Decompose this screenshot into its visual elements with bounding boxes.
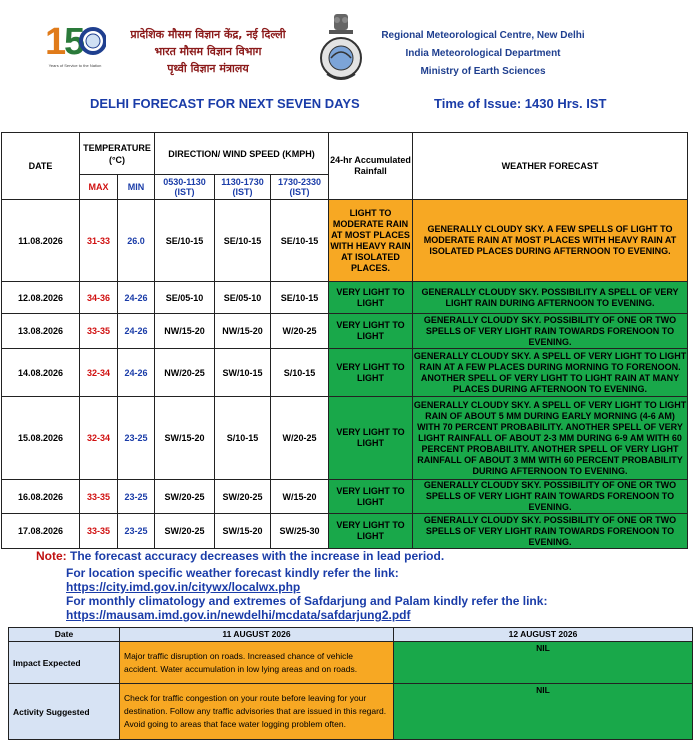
row-min: 23-25 — [118, 514, 155, 549]
row-wind-3: SE/10-15 — [271, 282, 329, 314]
row-wind-2: SE/05-10 — [215, 282, 271, 314]
row-wind-3: S/10-15 — [271, 349, 329, 397]
row-rainfall: LIGHT TO MODERATE RAIN AT MOST PLACES WITH HEAVY RAIN AT ISOLATED PLACES. — [329, 200, 413, 282]
impact-expected-label: Impact Expected — [9, 642, 120, 684]
row-rainfall: VERY LIGHT TO LIGHT — [329, 514, 413, 549]
row-rainfall: VERY LIGHT TO LIGHT — [329, 480, 413, 514]
table-row — [2, 397, 688, 480]
header-rainfall: 24-hr Accumulated Rainfall — [329, 133, 413, 200]
svg-text:1: 1 — [45, 21, 67, 63]
row-date: 15.08.2026 — [2, 397, 80, 480]
table-row — [2, 349, 688, 397]
row-max: 31-33 — [80, 200, 118, 282]
row-date: 17.08.2026 — [2, 514, 80, 549]
hindi-line-3: पृथ्वी विज्ञान मंत्रालय — [167, 62, 249, 75]
impact-header-day2: 12 AUGUST 2026 — [394, 628, 693, 642]
table-row — [2, 480, 688, 514]
local-forecast-text: For location specific weather forecast kindly refer the link: — [66, 566, 399, 580]
row-rainfall: VERY LIGHT TO LIGHT — [329, 314, 413, 349]
header-min: MIN — [118, 175, 155, 200]
row-min: 23-25 — [118, 480, 155, 514]
table-row — [2, 514, 688, 549]
climatology-text: For monthly climatology and extremes of Safdarjung and Palam kindly refer the link: — [66, 594, 548, 608]
row-wind-2: NW/15-20 — [215, 314, 271, 349]
row-date: 12.08.2026 — [2, 282, 80, 314]
imd-150-years-logo — [44, 14, 106, 72]
local-forecast-link[interactable]: https://city.imd.gov.in/citywx/localwx.php — [66, 580, 301, 594]
hindi-org-name — [118, 26, 298, 77]
impact-header-date: Date — [9, 628, 120, 642]
row-min: 24-26 — [118, 349, 155, 397]
row-wind-2: SW/20-25 — [215, 480, 271, 514]
header-slot-2: 1130-1730 (IST) — [215, 175, 271, 200]
row-wind-3: SE/10-15 — [271, 200, 329, 282]
row-rainfall: VERY LIGHT TO LIGHT — [329, 397, 413, 480]
table-row — [2, 200, 688, 282]
header-slot-1: 0530-1130 (IST) — [155, 175, 215, 200]
activity-suggested-day1: Check for traffic congestion on your route before leaving for your destination. Follow any traffic advisories that are issued in this regard. Avoid going to areas that face water logging problem often. — [120, 684, 394, 740]
row-min: 24-26 — [118, 314, 155, 349]
header-slot-3: 1730-2330 (IST) — [271, 175, 329, 200]
impact-expected-day1: Major traffic disruption on roads. Increased chance of vehicle accident. Water accumulation in low lying areas and on roads. — [120, 642, 394, 684]
row-forecast: GENERALLY CLOUDY SKY. A SPELL OF VERY LIGHT TO LIGHT RAIN OF ABOUT 5 MM DURING EARLY MORNING (4-6 AM) WITH 70 PERCENT PROBABILITY. ANOTHER SPELL OF VERY LIGHT RAINFALL OF ABOUT 2-3 MM DURING 6-9 AM WITH 60 PERCENT PROBABILITY. ANOTHER SPELL OF VERY LIGHT RAINFALL OF ABOUT 3 MM WITH 60 PERCENT PROBABILITY DURING AFTERNOON TO EVENING. — [413, 397, 688, 480]
hindi-line-1: प्रादेशिक मौसम विज्ञान केंद्र, नई दिल्ली — [130, 28, 286, 41]
eng-line-1: Regional Meteorological Centre, New Delhi — [381, 30, 585, 41]
header-date: DATE — [2, 133, 80, 200]
row-max: 34-36 — [80, 282, 118, 314]
row-min: 24-26 — [118, 282, 155, 314]
row-wind-2: SE/10-15 — [215, 200, 271, 282]
row-rainfall: VERY LIGHT TO LIGHT — [329, 282, 413, 314]
climatology-link[interactable]: https://mausam.imd.gov.in/newdelhi/mcdata/safdarjung2.pdf — [66, 608, 411, 622]
note-text: The forecast accuracy decreases with the increase in lead period. — [66, 549, 445, 563]
header-temperature: TEMPERATURE (°C) — [80, 133, 155, 175]
row-wind-3: W/20-25 — [271, 397, 329, 480]
row-date: 13.08.2026 — [2, 314, 80, 349]
row-forecast: GENERALLY CLOUDY SKY. POSSIBILITY OF ONE OR TWO SPELLS OF VERY LIGHT RAIN TOWARDS FORENOON TO EVENING. — [413, 314, 688, 349]
svg-text:Years of Service to the Nation: Years of Service to the Nation — [48, 63, 102, 68]
row-wind-2: SW/10-15 — [215, 349, 271, 397]
row-forecast: GENERALLY CLOUDY SKY. A FEW SPELLS OF LIGHT TO MODERATE RAIN AT MOST PLACES WITH HEAVY RAIN AT ISOLATED PLACES DURING AFTERNOON TO EVENING. — [413, 200, 688, 282]
imd-emblem-icon — [317, 12, 365, 86]
row-wind-2: S/10-15 — [215, 397, 271, 480]
note-label: Note: — [36, 549, 67, 563]
row-wind-1: NW/20-25 — [155, 349, 215, 397]
eng-line-3: Ministry of Earth Sciences — [420, 66, 546, 77]
row-wind-1: SE/05-10 — [155, 282, 215, 314]
header-wind: DIRECTION/ WIND SPEED (KMPH) — [155, 133, 329, 175]
header-max: MAX — [80, 175, 118, 200]
table-row — [2, 282, 688, 314]
eng-line-2: India Meteorological Department — [405, 48, 561, 59]
activity-suggested-label: Activity Suggested — [9, 684, 120, 740]
row-wind-3: W/20-25 — [271, 314, 329, 349]
activity-suggested-day2: NIL — [394, 684, 693, 740]
header-weather-forecast: WEATHER FORECAST — [413, 133, 688, 200]
row-wind-3: SW/25-30 — [271, 514, 329, 549]
row-date: 14.08.2026 — [2, 349, 80, 397]
row-max: 32-34 — [80, 349, 118, 397]
row-rainfall: VERY LIGHT TO LIGHT — [329, 349, 413, 397]
row-wind-2: SW/15-20 — [215, 514, 271, 549]
row-date: 16.08.2026 — [2, 480, 80, 514]
impact-header-day1: 11 AUGUST 2026 — [120, 628, 394, 642]
english-org-name — [372, 27, 594, 81]
accuracy-note — [36, 549, 444, 563]
row-max: 33-35 — [80, 480, 118, 514]
row-wind-1: SW/20-25 — [155, 480, 215, 514]
row-forecast: GENERALLY CLOUDY SKY. POSSIBILITY OF ONE OR TWO SPELLS OF VERY LIGHT RAIN TOWARDS FORENOON TO EVENING. — [413, 514, 688, 549]
row-min: 23-25 — [118, 397, 155, 480]
row-forecast: GENERALLY CLOUDY SKY. POSSIBILITY A SPELL OF VERY LIGHT RAIN DURING AFTERNOON TO EVENING. — [413, 282, 688, 314]
issue-time: Time of Issue: 1430 Hrs. IST — [434, 96, 607, 111]
row-date: 11.08.2026 — [2, 200, 80, 282]
hindi-line-2: भारत मौसम विज्ञान विभाग — [154, 45, 262, 58]
impact-table — [8, 627, 693, 740]
forecast-table — [1, 132, 688, 549]
row-wind-1: SW/20-25 — [155, 514, 215, 549]
row-max: 32-34 — [80, 397, 118, 480]
svg-text:5: 5 — [64, 21, 86, 63]
row-forecast: GENERALLY CLOUDY SKY. A SPELL OF VERY LIGHT TO LIGHT RAIN AT A FEW PLACES DURING MORNING TO FORENOON. ANOTHER SPELL OF VERY LIGHT TO LIGHT RAIN AT MANY PLACES DURING AFTERNOON TO EVENING. — [413, 349, 688, 397]
row-forecast: GENERALLY CLOUDY SKY. POSSIBILITY OF ONE OR TWO SPELLS OF VERY LIGHT RAIN TOWARDS FORENOON TO EVENING. — [413, 480, 688, 514]
page-title: DELHI FORECAST FOR NEXT SEVEN DAYS — [90, 96, 360, 111]
row-min: 26.0 — [118, 200, 155, 282]
impact-expected-day2: NIL — [394, 642, 693, 684]
row-wind-1: NW/15-20 — [155, 314, 215, 349]
row-max: 33-35 — [80, 514, 118, 549]
row-wind-3: W/15-20 — [271, 480, 329, 514]
row-wind-1: SW/15-20 — [155, 397, 215, 480]
table-row — [2, 314, 688, 349]
row-wind-1: SE/10-15 — [155, 200, 215, 282]
row-max: 33-35 — [80, 314, 118, 349]
